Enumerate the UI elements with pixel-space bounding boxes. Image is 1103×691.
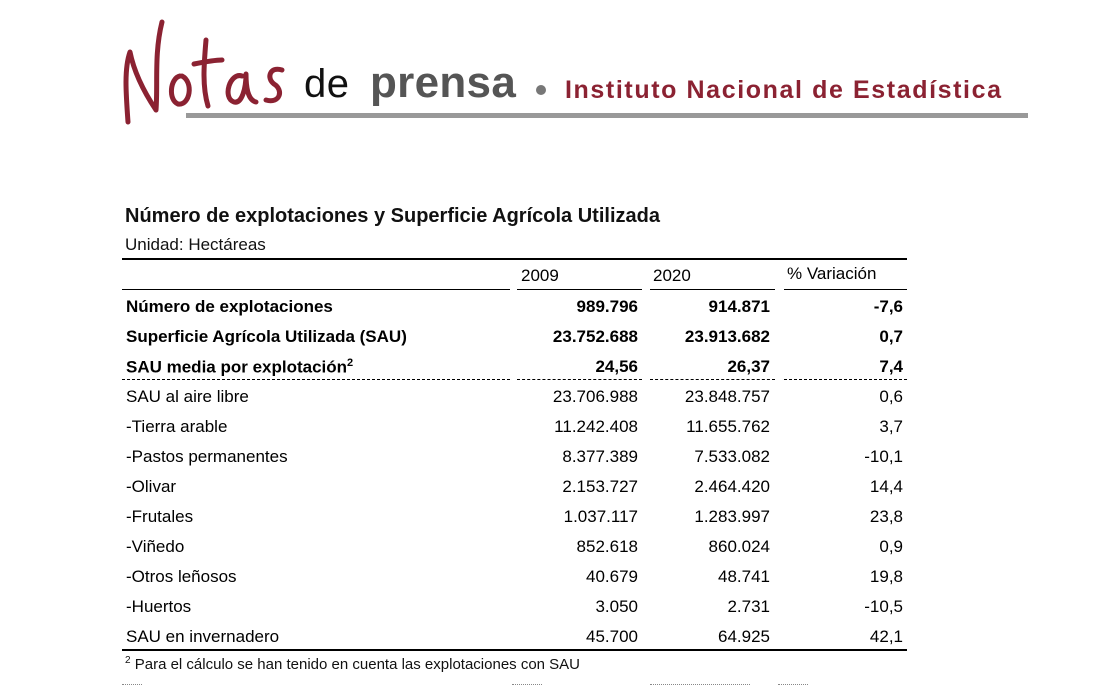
- column-header-2009: 2009: [521, 266, 559, 285]
- table-unit: Unidad: Hectáreas: [125, 235, 266, 254]
- value-variation: -7,6: [873, 297, 903, 316]
- value-2020: 48.741: [718, 567, 770, 586]
- row-label: Superficie Agrícola Utilizada (SAU): [126, 327, 407, 346]
- table-row: [0, 357, 1103, 387]
- table-row: [0, 597, 1103, 627]
- row-label: SAU al aire libre: [126, 387, 249, 406]
- value-2009: 3.050: [595, 597, 638, 616]
- masthead: [0, 0, 1103, 140]
- value-variation: -10,5: [864, 597, 903, 616]
- value-2020: 23.848.757: [684, 387, 770, 406]
- table-row: [0, 477, 1103, 507]
- value-2009: 11.242.408: [554, 417, 638, 436]
- value-variation: 14,4: [869, 477, 903, 496]
- value-2009: 24,56: [595, 357, 638, 376]
- footnote-mark: 2: [347, 357, 354, 369]
- value-2020: 1.283.997: [694, 507, 770, 526]
- table-row: [0, 387, 1103, 417]
- column-header-variation: % Variación: [787, 264, 877, 283]
- footnote: [125, 655, 580, 673]
- value-2009: 852.618: [576, 537, 638, 556]
- value-2009: 45.700: [586, 627, 638, 646]
- value-2020: 26,37: [727, 357, 770, 376]
- logo-de: de: [304, 62, 350, 106]
- row-label: -Frutales: [126, 507, 194, 526]
- row-label: -Otros leñosos: [126, 567, 237, 586]
- table-row: [0, 447, 1103, 477]
- table-row: [0, 567, 1103, 597]
- row-label-text: SAU media por explotación: [126, 357, 348, 377]
- page-edge-mark: [650, 684, 750, 685]
- row-label: Número de explotaciones: [126, 297, 333, 316]
- value-variation: 23,8: [869, 507, 903, 526]
- row-label: -Viñedo: [126, 537, 185, 556]
- value-variation: 3,7: [879, 417, 903, 436]
- row-label: -Tierra arable: [126, 417, 228, 436]
- separator-dot-icon: [536, 85, 546, 95]
- logo-prensa: prensa: [370, 58, 517, 107]
- header-underline: [784, 289, 907, 290]
- value-2020: 2.464.420: [694, 477, 770, 496]
- dashed-separator: [650, 379, 775, 380]
- footnote-number: 2: [125, 655, 131, 666]
- dashed-separator: [784, 379, 907, 380]
- value-2009: 40.679: [586, 567, 638, 586]
- page-edge-mark: [122, 684, 142, 685]
- table-top-rule: [122, 258, 907, 260]
- table-row: [0, 327, 1103, 357]
- value-2009: 23.706.988: [552, 387, 638, 406]
- dashed-separator: [517, 379, 642, 380]
- page-edge-mark: [512, 684, 542, 685]
- value-2009: 2.153.727: [562, 477, 638, 496]
- table-row: [0, 627, 1103, 657]
- value-variation: -10,1: [864, 447, 903, 466]
- row-label: -Huertos: [126, 597, 192, 616]
- row-label: -Olivar: [126, 477, 177, 496]
- page-edge-mark: [778, 684, 808, 685]
- table-row: [0, 297, 1103, 327]
- value-2020: 23.913.682: [684, 327, 770, 346]
- value-2020: 2.731: [727, 597, 770, 616]
- table-row: [0, 507, 1103, 537]
- row-label: -Pastos permanentes: [126, 447, 288, 466]
- column-header-2020: 2020: [653, 266, 691, 285]
- value-2020: 11.655.762: [686, 417, 770, 436]
- value-2009: 23.752.688: [552, 327, 638, 346]
- header-underline: [650, 289, 775, 290]
- value-variation: 0,6: [879, 387, 903, 406]
- row-label: [126, 357, 353, 378]
- header-underline: [122, 289, 510, 290]
- header-underline: [517, 289, 642, 290]
- header-rule: [186, 113, 1028, 118]
- value-variation: 0,7: [879, 327, 903, 346]
- value-2009: 1.037.117: [563, 507, 638, 526]
- dashed-separator: [122, 379, 510, 380]
- table-row: [0, 417, 1103, 447]
- value-variation: 42,1: [869, 627, 903, 646]
- value-variation: 0,9: [879, 537, 903, 556]
- value-variation: 7,4: [879, 357, 903, 376]
- table-row: [0, 537, 1103, 567]
- value-variation: 19,8: [869, 567, 903, 586]
- value-2020: 914.871: [708, 297, 770, 316]
- value-2020: 64.925: [718, 627, 770, 646]
- table-title: Número de explotaciones y Superficie Agrícola Utilizada: [125, 205, 660, 227]
- value-2020: 7.533.082: [694, 447, 770, 466]
- value-2009: 989.796: [576, 297, 638, 316]
- footnote-text: Para el cálculo se han tenido en cuenta las explotaciones con SAU: [134, 656, 581, 673]
- value-2020: 860.024: [708, 537, 770, 556]
- table-bottom-rule: [122, 649, 907, 651]
- value-2009: 8.377.389: [562, 447, 638, 466]
- row-label: SAU en invernadero: [126, 627, 280, 646]
- institution-name: Instituto Nacional de Estadística: [565, 76, 1003, 104]
